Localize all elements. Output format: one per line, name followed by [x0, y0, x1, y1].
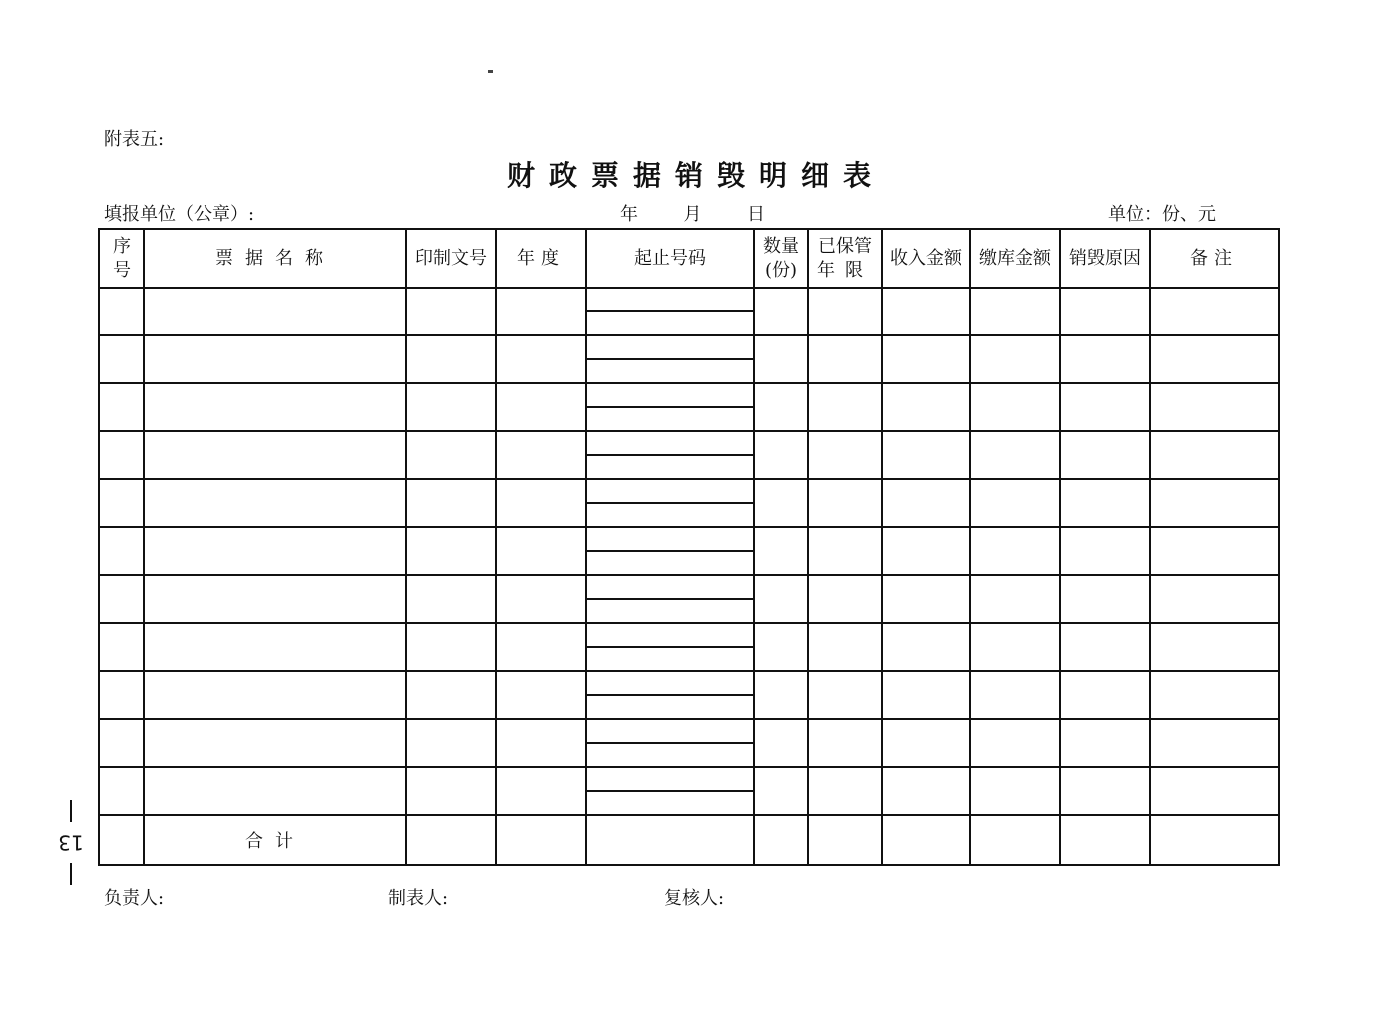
- page-number-dash-bottom: [70, 863, 72, 885]
- header-seq-top: 序: [113, 236, 131, 257]
- date-line: [620, 200, 767, 226]
- header-range: 起止号码: [634, 248, 706, 269]
- range-split-rule: [586, 406, 754, 408]
- range-split-rule: [586, 646, 754, 648]
- header-income: 收入金额: [890, 248, 962, 269]
- row-divider: [100, 766, 1278, 768]
- page-number-value: 13: [58, 830, 84, 855]
- row-divider: [100, 622, 1278, 624]
- range-split-rule: [586, 742, 754, 744]
- row-divider: [100, 814, 1278, 816]
- range-split-rule: [586, 358, 754, 360]
- header-seq-bottom: 号: [113, 260, 131, 281]
- reviewer-label: 复核人:: [664, 888, 725, 909]
- row-divider: [100, 430, 1278, 432]
- row-divider: [100, 526, 1278, 528]
- header-kept-years: [808, 230, 882, 288]
- column-divider: [881, 230, 883, 864]
- header-bottom-rule: [100, 287, 1278, 289]
- row-divider: [100, 574, 1278, 576]
- attachment-label: 附表五:: [104, 129, 165, 150]
- header-reason: 销毁原因: [1069, 248, 1141, 269]
- column-divider: [969, 230, 971, 864]
- range-split-rule: [586, 454, 754, 456]
- preparer-label: 制表人:: [388, 888, 449, 909]
- unit-label: 单位：份、元: [1108, 204, 1216, 225]
- header-kept-bottom: 年限: [817, 260, 873, 281]
- date-year-label: 年: [620, 204, 640, 225]
- responsible-person-label: 负责人:: [104, 888, 165, 909]
- range-split-rule: [586, 790, 754, 792]
- header-year: 年度: [517, 248, 565, 269]
- filing-unit-label: 填报单位（公章）:: [104, 204, 255, 225]
- header-qty-top: 数量: [763, 236, 799, 257]
- header-remark: 备注: [1190, 248, 1238, 269]
- header-paid: 缴库金额: [979, 248, 1051, 269]
- column-divider: [405, 230, 407, 864]
- row-divider: [100, 670, 1278, 672]
- header-kept-top: 已保管: [818, 236, 872, 257]
- range-split-rule: [586, 694, 754, 696]
- header-qty: [754, 230, 808, 288]
- column-divider: [753, 230, 755, 864]
- column-divider: [143, 230, 145, 864]
- range-split-rule: [586, 310, 754, 312]
- range-split-rule: [586, 502, 754, 504]
- column-divider: [495, 230, 497, 864]
- row-divider: [100, 334, 1278, 336]
- range-split-rule: [586, 598, 754, 600]
- header-name: 票据名称: [215, 248, 335, 269]
- range-split-rule: [586, 550, 754, 552]
- header-doc-no: 印制文号: [415, 248, 487, 269]
- page-number-dash-top: [70, 800, 72, 822]
- column-divider: [807, 230, 809, 864]
- row-divider: [100, 718, 1278, 720]
- date-month-label: 月: [683, 204, 704, 225]
- header-qty-bottom: (份): [764, 260, 798, 281]
- header-seq: [100, 230, 144, 288]
- total-label: 合计: [245, 831, 305, 852]
- column-divider: [1059, 230, 1061, 864]
- column-divider: [585, 230, 587, 864]
- page-number: [58, 800, 84, 906]
- destruction-detail-table: [98, 228, 1280, 866]
- column-divider: [1149, 230, 1151, 864]
- scan-speck: [488, 70, 493, 73]
- row-divider: [100, 382, 1278, 384]
- row-divider: [100, 478, 1278, 480]
- date-day-label: 日: [746, 204, 767, 225]
- form-title: 财政票据销毁明细表: [506, 159, 885, 192]
